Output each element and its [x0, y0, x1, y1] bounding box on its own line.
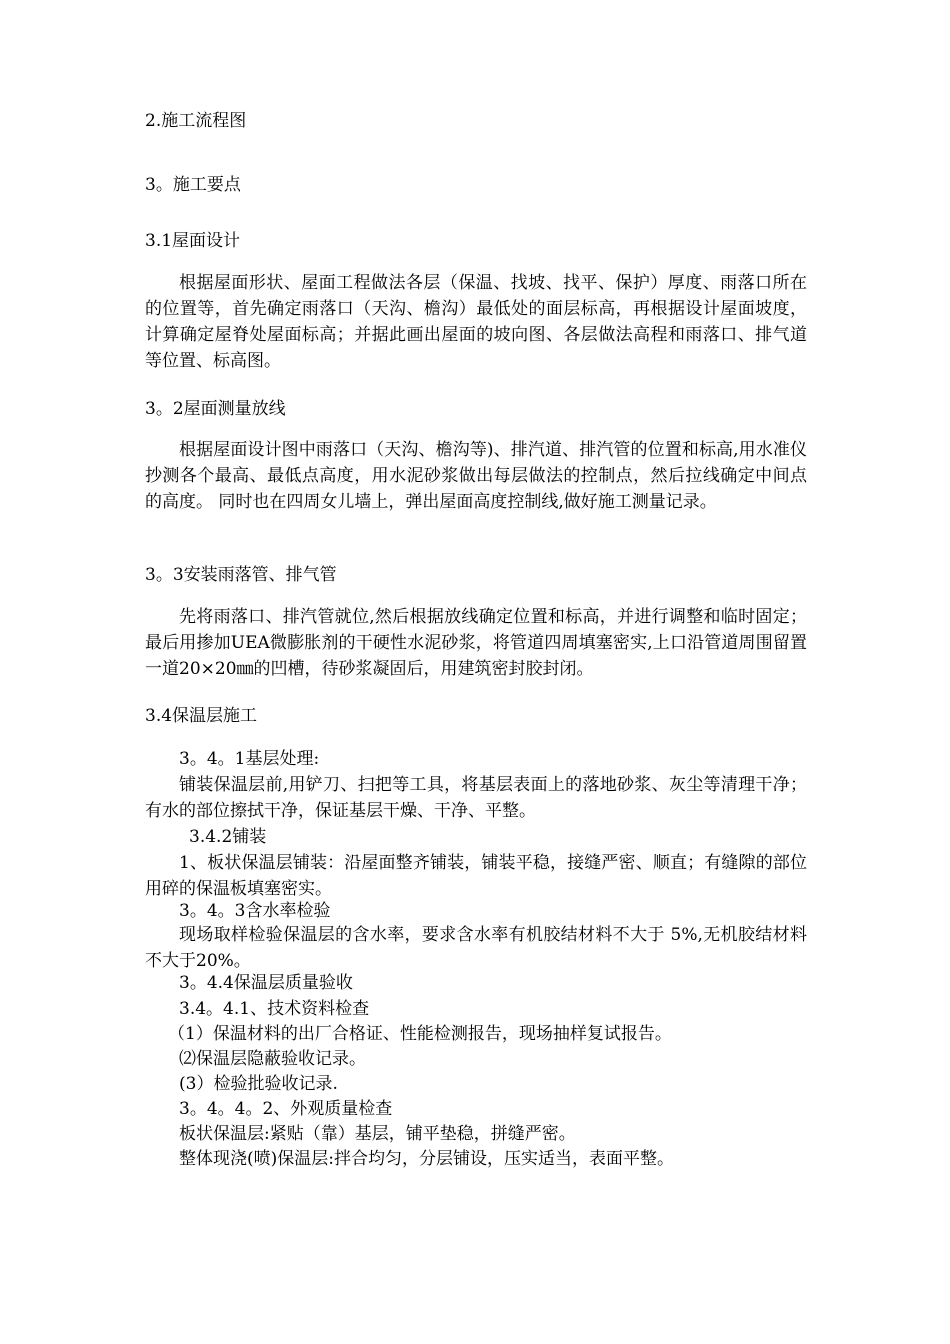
list-item-3-4-4-1-2: ⑵保温层隐蔽验收记录。: [179, 1049, 366, 1069]
subheading-3-4-2: 3.4.2铺装: [189, 827, 267, 847]
section-heading-3-1: 3.1屋面设计: [145, 231, 241, 251]
paragraph-3-3: 先将雨落口、排汽管就位,然后根据放线确定位置和标高，并进行调整和临时固定；最后用掺加UEA微膨胀剂的干硬性水泥砂浆，将管道四周填塞密实,上口沿管道周围留置一道20×20㎜的凹槽，待砂浆凝固后，用建筑密封胶封闭。: [145, 607, 807, 679]
list-item-3-4-4-1-3: (3）检验批验收记录.: [179, 1074, 338, 1094]
list-item-3-4-4-1-1: （1）保温材料的出厂合格证、性能检测报告，现场抽样复试报告。: [168, 1024, 672, 1044]
subheading-3-4-3: 3。4。3含水率检验: [179, 901, 331, 921]
paragraph-3-4-2: 1、板状保温层铺装：沿屋面整齐铺装，铺装平稳，接缝严密、顺直；有缝隙的部位用碎的保温板填塞密实。: [145, 853, 807, 899]
subheading-3-4-4-1: 3.4。4.1、技术资料检查: [179, 999, 370, 1019]
paragraph-3-4-1: 铺装保温层前,用铲刀、扫把等工具，将基层表面上的落地砂浆、灰尘等清理干净；有水的部位擦拭干净，保证基层干燥、干净、平整。: [145, 775, 807, 821]
paragraph-3-2: 根据屋面设计图中雨落口（天沟、檐沟等)、排汽道、排汽管的位置和标高,用水准仪抄测各个最高、最低点高度，用水泥砂浆做出每层做法的控制点，然后拉线确定中间点的高度。 同时也在四周女儿墙上，弹出屋面高度控制线,做好施工测量记录。: [145, 440, 807, 512]
subheading-3-4-1: 3。4。1基层处理:: [179, 749, 320, 769]
section-heading-3-4: 3.4保温层施工: [145, 706, 258, 726]
list-item-3-4-4-2-2: 整体现浇(喷)保温层:拌合均匀，分层铺设，压实适当，表面平整。: [179, 1149, 674, 1169]
section-heading-3-3: 3。3安装雨落管、排气管: [145, 565, 337, 585]
paragraph-3-1: 根据屋面形状、屋面工程做法各层（保温、找坡、找平、保护）厚度、雨落口所在的位置等，首先确定雨落口（天沟、檐沟）最低处的面层标高，再根据设计屋面坡度，计算确定屋脊处屋面标高；并据此画出屋面的坡向图、各层做法高程和雨落口、排气道等位置、标高图。: [145, 273, 807, 371]
subheading-3-4-4: 3。4.4保温层质量验收: [179, 973, 353, 993]
subheading-3-4-4-2: 3。4。4。2、外观质量检查: [179, 1099, 393, 1119]
section-heading-2: 2.施工流程图: [145, 111, 247, 131]
section-heading-3-2: 3。2屋面测量放线: [145, 399, 286, 419]
section-heading-3: 3。施工要点: [145, 175, 241, 195]
list-item-3-4-4-2-1: 板状保温层:紧贴（靠）基层，铺平垫稳，拼缝严密。: [179, 1124, 576, 1144]
paragraph-3-4-3: 现场取样检验保温层的含水率，要求含水率有机胶结材料不大于 5%,无机胶结材料不大于20%。: [145, 925, 807, 971]
